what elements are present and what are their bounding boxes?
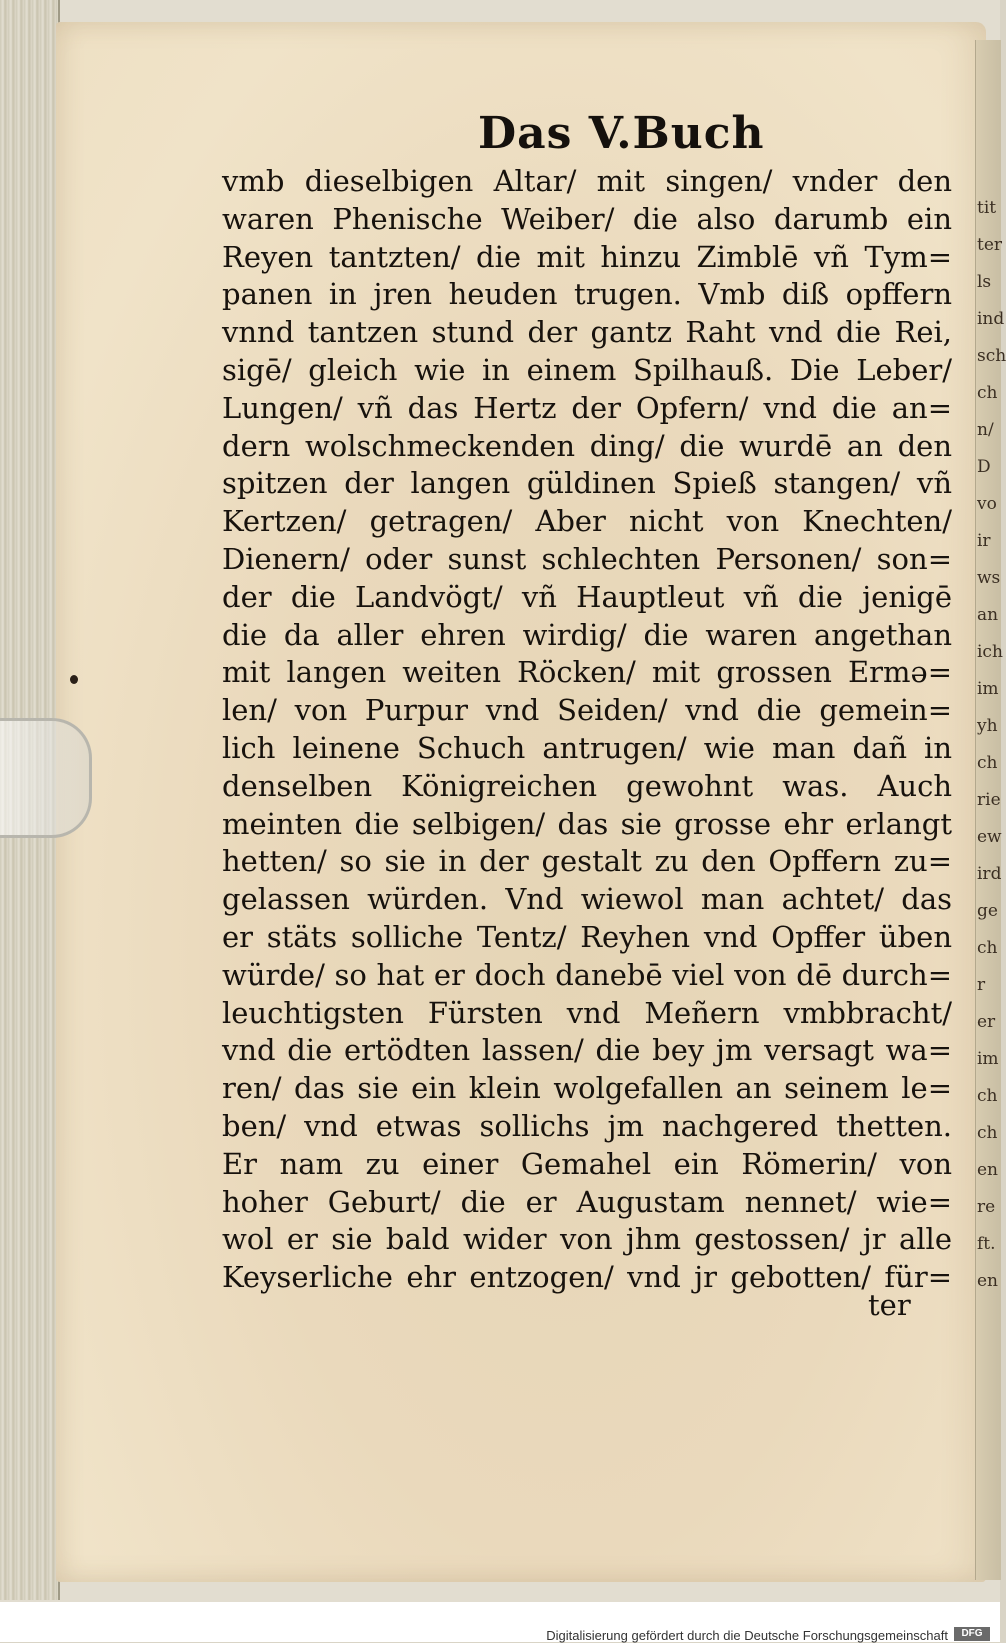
catchword: ter [868, 1288, 911, 1322]
text-line: denselben Königreichen gewohnt was. Auch [222, 768, 952, 803]
text-line: der die Landvögt/ vñ Hauptleut vñ die jenigē [222, 579, 952, 614]
text-line: vnd die ertödten lassen/ die bey jm versagt wa= [222, 1033, 952, 1068]
margin-fragment: an [977, 605, 999, 625]
text-line: waren Phenische Weiber/ die also darumb ein [222, 201, 952, 236]
text-line: len/ von Purpur vnd Seiden/ vnd die gemein= [222, 693, 952, 728]
body-text [222, 163, 952, 1297]
text-line: sigē/ gleich wie in einem Spilhauß. Die Leber/ [222, 352, 952, 387]
dfg-logo: DFG [954, 1627, 990, 1641]
text-line: mit langen weiten Röcken/ mit grossen Ermǝ= [222, 655, 952, 690]
text-line: spitzen der langen güldinen Spieß stangen/ vñ [222, 466, 952, 501]
margin-fragment: yh [977, 716, 998, 736]
running-head: Das V.Buch [478, 108, 765, 159]
margin-fragment: re [977, 1197, 996, 1217]
text-line: die da aller ehren wirdig/ die waren angethan [222, 617, 952, 652]
text-line: Dienern/ oder sunst schlechten Personen/ son= [222, 541, 952, 576]
margin-fragment: im [977, 1049, 999, 1069]
funding-credit: Digitalisierung gefördert durch die Deutsche Forschungsgemeinschaft [546, 1628, 948, 1643]
facing-page-fragments [977, 190, 1006, 1300]
text-line: leuchtigsten Fürsten vnd Meñern vmbbracht/ [222, 995, 952, 1030]
page-clip [0, 718, 92, 838]
text-line: Er nam zu einer Gemahel ein Römerin/ von [222, 1146, 952, 1181]
text-line: Keyserliche ehr entzogen/ vnd jr gebotten/ für= [222, 1260, 952, 1295]
margin-fragment: tit [977, 198, 997, 218]
margin-fragment: n/ [977, 420, 994, 440]
margin-fragment: ich [977, 642, 1003, 662]
margin-fragment: D [977, 457, 991, 477]
ink-spot [70, 675, 78, 684]
text-line: ben/ vnd etwas sollichs jm nachgered thetten. [222, 1108, 952, 1143]
margin-fragment: ws [977, 568, 1001, 588]
text-line: Lungen/ vñ das Hertz der Opfern/ vnd die an= [222, 390, 952, 425]
margin-fragment: ge [977, 901, 998, 921]
text-line: er stäts solliche Tentz/ Reyhen vnd Opffer üben [222, 919, 952, 954]
text-line: Kertzen/ getragen/ Aber nicht von Knechten/ [222, 504, 952, 539]
text-line: ren/ das sie ein klein wolgefallen an seinem le= [222, 1071, 952, 1106]
margin-fragment: ird [977, 864, 1002, 884]
margin-fragment: ch [977, 938, 998, 958]
text-line: dern wolschmeckenden ding/ die wurdē an den [222, 428, 952, 463]
margin-fragment: im [977, 679, 999, 699]
margin-fragment: ew [977, 827, 1002, 847]
margin-fragment: ft. [977, 1234, 996, 1254]
margin-fragment: ter [977, 235, 1003, 255]
text-line: gelassen würden. Vnd wiewol man achtet/ das [222, 882, 952, 917]
text-line: würde/ so hat er doch danebē viel von dē durch= [222, 957, 952, 992]
margin-fragment: vo [977, 494, 997, 514]
text-line: Reyen tantzten/ die mit hinzu Zimblē vñ Tym= [222, 239, 952, 274]
margin-fragment: ch [977, 1086, 998, 1106]
text-line: lich leinene Schuch antrugen/ wie man dañ in [222, 730, 952, 765]
text-line: vnnd tantzen stund der gantz Raht vnd die Rei, [222, 315, 952, 350]
text-line: hoher Geburt/ die er Augustam nennet/ wie= [222, 1184, 952, 1219]
text-line: panen in jren heuden trugen. Vmb diß opffern [222, 277, 952, 312]
margin-fragment: r [977, 975, 986, 995]
margin-fragment: en [977, 1271, 999, 1291]
margin-fragment: ch [977, 753, 998, 773]
text-line: wol er sie bald wider von jhm gestossen/ jr alle [222, 1222, 952, 1257]
margin-fragment: ir [977, 531, 991, 551]
margin-fragment: ls [977, 272, 992, 292]
margin-fragment: ind [977, 309, 1005, 329]
text-line: vmb dieselbigen Altar/ mit singen/ vnder den [222, 164, 952, 198]
margin-fragment: sch [977, 346, 1006, 366]
text-line: meinten die selbigen/ das sie grosse ehr erlangt [222, 806, 952, 841]
margin-fragment: ch [977, 1123, 998, 1143]
text-line: hetten/ so sie in der gestalt zu den Opffern zu= [222, 844, 952, 879]
margin-fragment: ch [977, 383, 998, 403]
margin-fragment: en [977, 1160, 999, 1180]
margin-fragment: rie [977, 790, 1001, 810]
margin-fragment: er [977, 1012, 996, 1032]
